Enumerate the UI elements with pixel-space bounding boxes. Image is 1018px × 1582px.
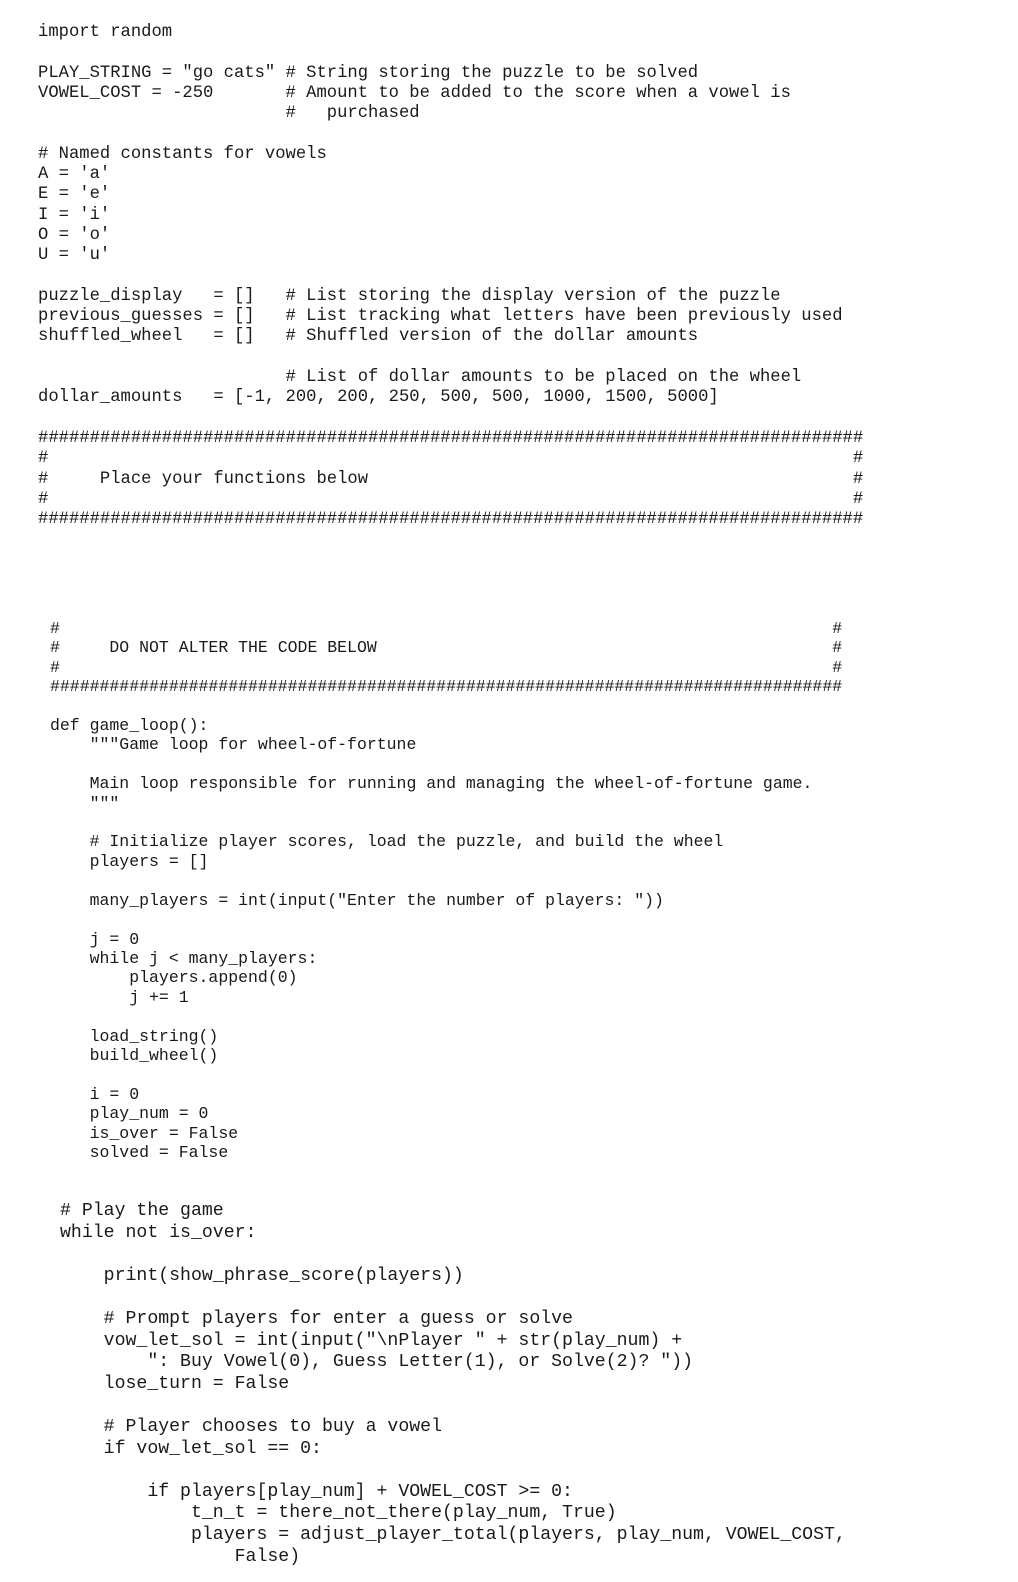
code-line: # Player chooses to buy a vowel	[60, 1416, 442, 1437]
code-line: many_players = int(input("Enter the number of players: "))	[50, 890, 664, 910]
code-line: # Initialize player scores, load the puzzle, and build the wheel	[50, 832, 724, 852]
code-block-play-loop	[60, 1201, 846, 1568]
code-line: solved = False	[50, 1142, 229, 1162]
code-line: ################################################################################	[38, 428, 864, 448]
code-line: dollar_amounts = [-1, 200, 200, 250, 500, 500, 1000, 1500, 5000]	[38, 388, 719, 408]
code-line: PLAY_STRING = "go cats" # String storing the puzzle to be solved	[38, 63, 699, 83]
code-line	[50, 697, 842, 716]
code-line: i = 0	[50, 1084, 140, 1104]
code-line: # DO NOT ALTER THE CODE BELOW #	[50, 638, 843, 658]
code-line: # Play the game	[60, 1201, 224, 1221]
code-line: O = 'o'	[38, 225, 111, 245]
code-line: # Named constants for vowels	[38, 144, 327, 164]
code-line: import random	[38, 23, 173, 42]
code-line: E = 'e'	[38, 185, 111, 205]
code-line: # #	[50, 619, 843, 638]
code-line: lose_turn = False	[60, 1373, 290, 1394]
code-block-header	[38, 23, 863, 530]
code-line: players = adjust_player_total(players, play_num, VOWEL_COST,	[60, 1524, 846, 1545]
code-line: # #	[38, 449, 864, 469]
code-line: vow_let_sol = int(input("\nPlayer " + str(play_num) +	[60, 1330, 683, 1351]
code-line: players.append(0)	[50, 968, 298, 988]
code-line: ################################################################################	[38, 510, 864, 530]
code-line: is_over = False	[50, 1123, 239, 1143]
code-line: VOWEL_COST = -250 # Amount to be added to the score when a vowel is	[38, 83, 791, 103]
code-line: # #	[50, 657, 843, 677]
code-line: puzzle_display = [] # List storing the display version of the puzzle	[38, 286, 781, 306]
code-block-game-loop	[50, 619, 842, 1162]
code-line: if players[play_num] + VOWEL_COST >= 0:	[60, 1481, 573, 1502]
code-line: # Place your functions below #	[38, 469, 864, 489]
code-line: while not is_over:	[60, 1222, 257, 1243]
code-line	[50, 755, 842, 774]
code-line: """Game loop for wheel-of-fortune	[50, 735, 417, 755]
code-line: # Prompt players for enter a guess or solve	[60, 1308, 573, 1329]
code-line	[38, 43, 863, 63]
code-line	[50, 813, 842, 832]
code-line: # List of dollar amounts to be placed on the wheel	[38, 368, 802, 388]
code-line: play_num = 0	[50, 1104, 209, 1124]
code-line	[60, 1460, 846, 1482]
code-line: Main loop responsible for running and managing the wheel-of-fortune game.	[50, 774, 813, 794]
code-line: # #	[38, 489, 864, 509]
code-line: players = []	[50, 851, 209, 871]
code-line: build_wheel()	[50, 1045, 219, 1065]
code-line: def game_loop():	[50, 716, 209, 736]
code-line	[50, 910, 842, 929]
code-line: A = 'a'	[38, 165, 111, 185]
code-line: previous_guesses = [] # List tracking what letters have been previously used	[38, 307, 843, 327]
code-line: """	[50, 793, 120, 813]
code-line: shuffled_wheel = [] # Shuffled version of the dollar amounts	[38, 327, 699, 347]
code-line: j += 1	[50, 987, 189, 1007]
code-line: I = 'i'	[38, 205, 111, 225]
code-line: False)	[60, 1546, 301, 1567]
code-line: while j < many_players:	[50, 948, 318, 968]
code-line	[38, 124, 863, 144]
code-line	[50, 1007, 842, 1026]
code-line: t_n_t = there_not_there(play_num, True)	[60, 1503, 617, 1524]
code-line	[38, 348, 863, 368]
code-line	[38, 267, 863, 287]
code-line: if vow_let_sol == 0:	[60, 1438, 322, 1459]
code-line	[60, 1287, 846, 1309]
code-line: print(show_phrase_score(players))	[60, 1265, 464, 1286]
code-line: j = 0	[50, 929, 140, 949]
code-line	[50, 1065, 842, 1084]
code-line: ################################################################################	[50, 677, 843, 697]
code-line	[60, 1244, 846, 1266]
code-line	[38, 409, 863, 429]
code-line: U = 'u'	[38, 246, 111, 266]
code-line	[50, 871, 842, 890]
code-line: load_string()	[50, 1026, 219, 1046]
code-line: # purchased	[38, 104, 420, 124]
code-line	[60, 1395, 846, 1417]
code-line: ": Buy Vowel(0), Guess Letter(1), or Solve(2)? "))	[60, 1352, 694, 1373]
